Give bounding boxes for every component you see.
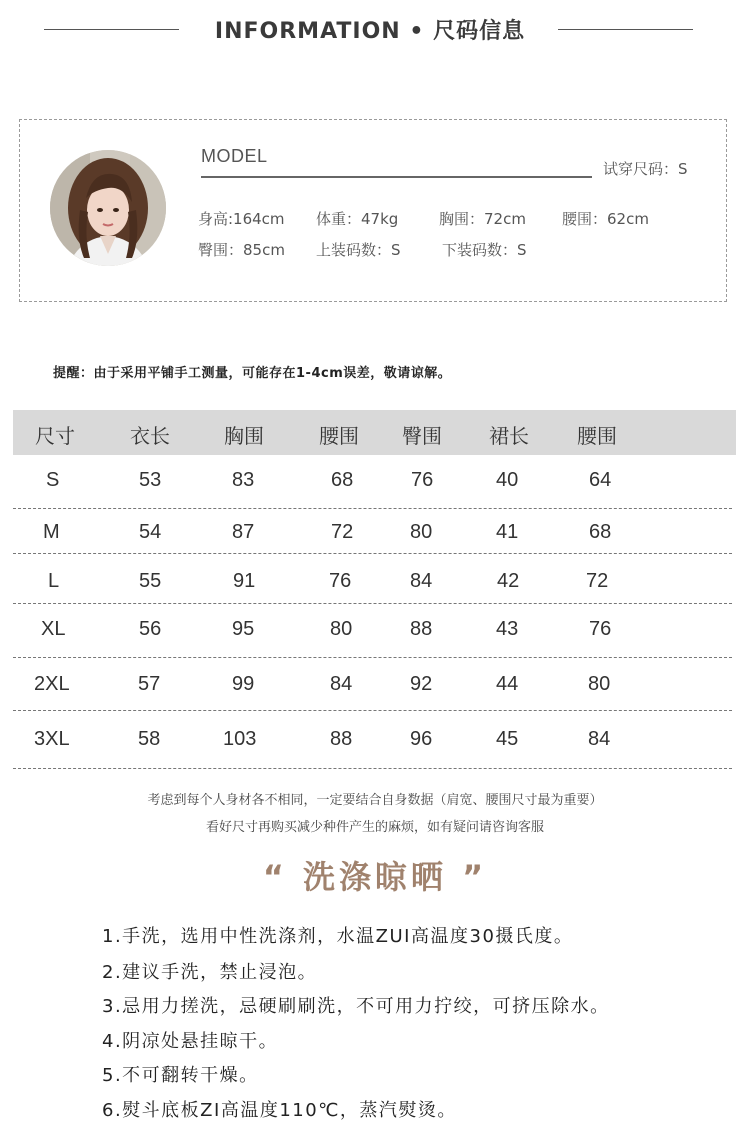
list-item: 2.建议手洗，禁止浸泡。	[102, 962, 318, 983]
cell-skirt-waist: 76	[589, 618, 612, 640]
cell-waist: 84	[330, 673, 353, 695]
cell-hip: 88	[410, 618, 433, 640]
list-item: 6.熨斗底板ZI高温度110℃，蒸汽熨烫。	[102, 1100, 457, 1121]
page-title: INFORMATION • 尺码信息	[214, 19, 526, 44]
cell-skirt-length: 45	[496, 728, 519, 750]
model-waist: 腰围：62cm	[562, 210, 649, 228]
size-table-header	[13, 410, 736, 455]
model-label: MODEL	[201, 146, 268, 166]
cell-skirt-length: 44	[496, 673, 519, 695]
cell-skirt-waist: 84	[588, 728, 611, 750]
row-divider	[13, 768, 732, 769]
cell-length: 58	[138, 728, 161, 750]
cell-size: 3XL	[34, 728, 70, 750]
list-item: 3.忌用力搓洗，忌硬刷刷洗，不可用力拧绞，可挤压除水。	[102, 996, 610, 1017]
col-header-waist: 腰围	[319, 424, 359, 448]
row-divider	[13, 553, 732, 554]
model-weight: 体重：47kg	[316, 210, 399, 228]
cell-waist: 72	[331, 521, 354, 543]
model-bottom-size: 下装码数：S	[442, 241, 527, 259]
list-item: 1.手洗，选用中性洗涤剂，水温ZUI高温度30摄氏度。	[102, 926, 574, 947]
cell-skirt-length: 43	[496, 618, 519, 640]
cell-length: 54	[139, 521, 162, 543]
cell-skirt-waist: 80	[588, 673, 611, 695]
cell-bust: 99	[232, 673, 255, 695]
cell-bust: 83	[232, 469, 255, 491]
cell-skirt-length: 41	[496, 521, 519, 543]
cell-size: M	[43, 521, 60, 543]
cell-size: XL	[41, 618, 66, 640]
cell-bust: 91	[233, 570, 256, 592]
model-avatar	[50, 150, 166, 266]
cell-size: 2XL	[34, 673, 70, 695]
cell-skirt-waist: 68	[589, 521, 612, 543]
washing-title: “ 洗涤晾晒 ”	[262, 858, 488, 896]
model-top-size: 上装码数：S	[316, 241, 401, 259]
cell-bust: 95	[232, 618, 255, 640]
cell-skirt-waist: 64	[589, 469, 612, 491]
header-right-rule	[558, 29, 693, 30]
cell-size: S	[46, 469, 60, 491]
cell-hip: 92	[410, 673, 433, 695]
col-header-size: 尺寸	[35, 424, 75, 448]
footnote-line-1: 考虑到每个人身材各不相同，一定要结合自身数据（肩宽、腰围尺寸最为重要）	[147, 793, 603, 808]
col-header-hip: 臀围	[402, 424, 442, 448]
cell-size: L	[48, 570, 60, 592]
measurement-notice: 提醒：由于采用平铺手工测量，可能存在1-4cm误差，敬请谅解。	[53, 366, 452, 381]
footnote-line-2: 看好尺寸再购买减少种件产生的麻烦，如有疑问请咨询客服	[205, 820, 544, 835]
row-divider	[13, 710, 732, 711]
cell-hip: 96	[410, 728, 433, 750]
cell-length: 53	[139, 469, 162, 491]
cell-skirt-length: 42	[497, 570, 520, 592]
row-divider	[13, 603, 732, 604]
trial-size: 试穿尺码：S	[603, 160, 688, 178]
col-header-bust: 胸围	[224, 424, 264, 448]
row-divider	[13, 657, 732, 658]
cell-length: 55	[139, 570, 162, 592]
model-portrait-icon	[50, 150, 166, 266]
model-bust: 胸围：72cm	[439, 210, 526, 228]
list-item: 5.不可翻转干燥。	[102, 1065, 259, 1086]
model-height: 身高:164cm	[198, 210, 285, 228]
cell-waist: 80	[330, 618, 353, 640]
cell-waist: 68	[331, 469, 354, 491]
cell-hip: 76	[411, 469, 434, 491]
col-header-skirt-length: 裙长	[489, 424, 529, 448]
cell-length: 57	[138, 673, 161, 695]
cell-length: 56	[139, 618, 162, 640]
row-divider	[13, 508, 732, 509]
cell-skirt-waist: 72	[586, 570, 609, 592]
list-item: 4.阴凉处悬挂晾干。	[102, 1031, 279, 1052]
cell-waist: 88	[330, 728, 353, 750]
cell-waist: 76	[329, 570, 352, 592]
cell-hip: 80	[410, 521, 433, 543]
col-header-length: 衣长	[130, 424, 170, 448]
model-info-card	[19, 119, 727, 302]
col-header-skirt-waist: 腰围	[577, 424, 617, 448]
header-left-rule	[44, 29, 179, 30]
cell-skirt-length: 40	[496, 469, 519, 491]
cell-bust: 103	[223, 728, 257, 750]
model-hip: 臀围：85cm	[198, 241, 285, 259]
cell-bust: 87	[232, 521, 255, 543]
model-underline	[201, 176, 592, 178]
cell-hip: 84	[410, 570, 433, 592]
